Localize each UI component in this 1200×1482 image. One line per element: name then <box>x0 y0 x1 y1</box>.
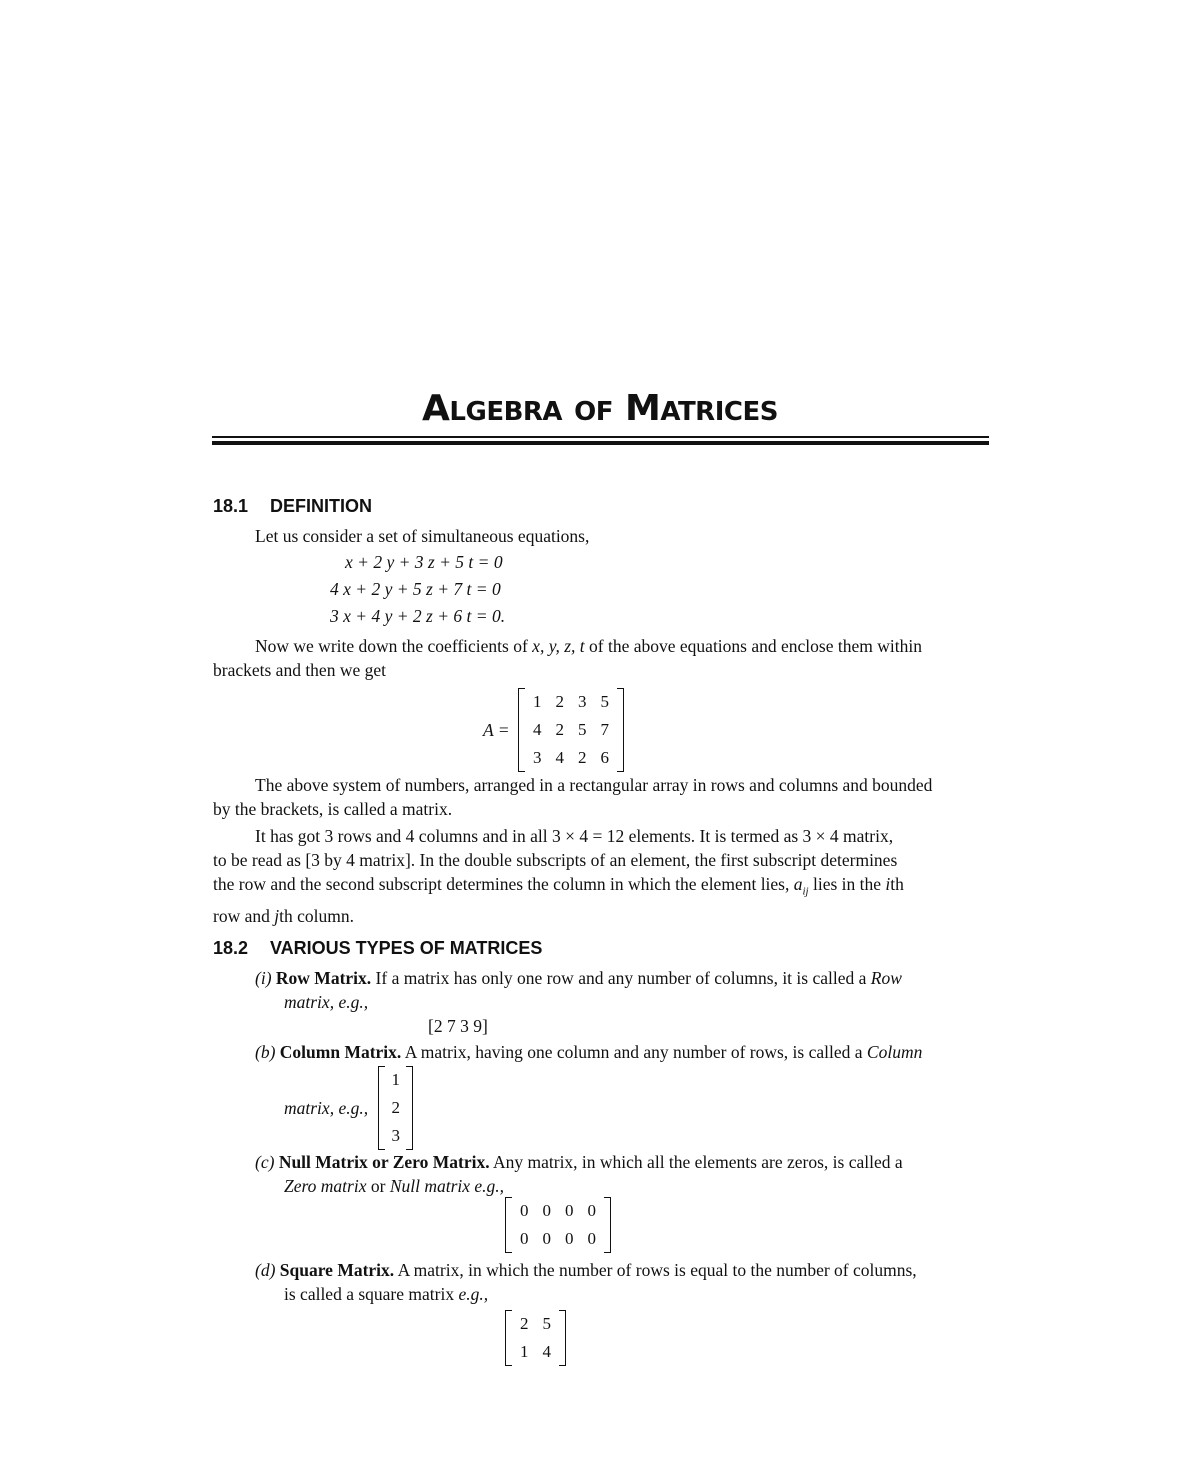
column-matrix-example <box>284 1066 413 1150</box>
equation-text: 3 x + 4 y + 2 z + 6 t = 0. <box>330 606 506 626</box>
matrix-row <box>513 1197 603 1225</box>
item-line <box>255 966 990 990</box>
row-matrix-example: [2 7 3 9] <box>428 1016 488 1036</box>
para-line: brackets and then we get <box>213 660 386 680</box>
matrix-cell: 2 <box>555 692 564 711</box>
item-line <box>255 1282 990 1306</box>
chapter-title <box>0 388 1200 429</box>
item-row-matrix <box>255 966 990 1014</box>
text: is called a square matrix <box>284 1284 459 1304</box>
matrix-brackets <box>518 688 624 772</box>
text: row and <box>213 905 275 926</box>
item-term: Square Matrix. <box>279 1260 395 1280</box>
equation-text: 4 x + 2 y + 5 z + 7 t = 0 <box>330 579 501 599</box>
matrix-definition-paragraph <box>213 773 990 821</box>
section-number: 18.1 <box>213 496 249 516</box>
para-line <box>213 904 990 928</box>
matrix-cell: 0 <box>565 1201 574 1220</box>
section-title: DEFINITION <box>270 496 372 516</box>
matrix-cell: 5 <box>600 692 609 711</box>
matrix-row <box>526 744 616 772</box>
item-null-matrix <box>255 1150 990 1198</box>
item-square-matrix <box>255 1258 990 1306</box>
text: Null matrix e.g., <box>389 1176 505 1196</box>
matrix-cell: 1 <box>391 1070 400 1089</box>
title-rule-thick <box>212 441 989 445</box>
text: of the above equations and enclose them within <box>584 636 922 656</box>
matrix-cell: 3 <box>532 748 542 767</box>
item-line: matrix, e.g., <box>284 1097 369 1118</box>
text: Row <box>870 968 902 988</box>
matrix-row <box>384 1066 407 1094</box>
text: th <box>890 874 904 894</box>
item-line <box>255 1258 990 1282</box>
elements-paragraph <box>213 824 990 928</box>
matrix-cell: 4 <box>542 1342 551 1361</box>
section-heading-18-2 <box>213 938 542 959</box>
matrix-cell: 5 <box>542 1314 551 1333</box>
coefficients-paragraph <box>213 634 990 682</box>
matrix-row <box>526 716 616 744</box>
matrix-row <box>513 1338 558 1366</box>
matrix-cell: 0 <box>587 1229 596 1248</box>
item-line <box>255 1040 990 1064</box>
matrix-table <box>513 1310 558 1366</box>
matrix-cell: 0 <box>520 1229 529 1248</box>
text: or <box>366 1176 390 1196</box>
equation-1 <box>345 550 503 574</box>
matrix-cell: 0 <box>565 1229 574 1248</box>
matrix-cell: 0 <box>520 1201 529 1220</box>
text: th column. <box>279 905 354 926</box>
matrix-table <box>526 688 616 772</box>
null-matrix-example <box>505 1197 611 1253</box>
text: A matrix, in which the number of rows is equal to the number of columns, <box>394 1260 917 1280</box>
element-subscript: ij <box>802 885 809 898</box>
matrix-cell: 2 <box>577 748 587 767</box>
para-line: It has got 3 rows and 4 columns and in all 3 × 4 = 12 elements. It is termed as 3 × 4 matrix, <box>255 826 894 846</box>
matrix-row <box>513 1225 603 1253</box>
item-term: Null Matrix or Zero Matrix. <box>278 1152 490 1172</box>
para-line <box>213 634 990 658</box>
matrix-table <box>513 1197 603 1253</box>
matrix-row <box>384 1122 407 1150</box>
text: Now we write down the coefficients of <box>255 636 533 656</box>
index-i: i <box>885 874 891 894</box>
vars: x, y, z, t <box>532 636 585 656</box>
matrix-row <box>384 1094 407 1122</box>
text: Any matrix, in which all the elements are zeros, is called a <box>489 1152 903 1172</box>
item-term: Row Matrix. <box>275 968 372 988</box>
matrix-cell: 3 <box>577 692 587 711</box>
title-of: OF <box>574 397 613 427</box>
matrix-table <box>384 1066 407 1150</box>
title-rest-1: LGEBRA <box>449 397 563 427</box>
matrix-cell: 2 <box>520 1314 529 1333</box>
square-matrix-example <box>505 1310 566 1366</box>
matrix-label: A = <box>483 719 510 740</box>
text: lies in the <box>808 874 886 894</box>
text: If a matrix has only one row and any number of columns, it is called a <box>371 968 871 988</box>
para-line: The above system of numbers, arranged in a rectangular array in rows and columns and bounded <box>255 775 933 795</box>
text: the row and the second subscript determines the column in which the element lies, <box>213 874 794 894</box>
equation-2 <box>330 577 501 601</box>
text: Column <box>866 1042 923 1062</box>
title-rest-2: ATRICES <box>660 397 778 427</box>
matrix-cell: 4 <box>555 748 564 767</box>
item-label: (i) <box>255 968 272 988</box>
matrix-cell: 1 <box>520 1342 529 1361</box>
item-label: (c) <box>255 1152 275 1172</box>
text: A matrix, having one column and any number of rows, is called a <box>401 1042 867 1062</box>
title-rule-thin <box>212 436 989 438</box>
equation-text: x + 2 y + 3 z + 5 t = 0 <box>345 552 503 572</box>
matrix-cell: 7 <box>600 720 609 739</box>
text: Zero matrix <box>284 1176 367 1196</box>
item-label: (b) <box>255 1042 276 1062</box>
item-term: Column Matrix. <box>279 1042 402 1062</box>
element-symbol: a <box>793 874 803 894</box>
item-column-matrix <box>255 1040 990 1064</box>
equation-3 <box>330 604 505 628</box>
index-j: j <box>274 905 280 926</box>
matrix-cell: 6 <box>600 748 609 767</box>
matrix-A <box>483 688 624 772</box>
matrix-brackets <box>505 1197 611 1253</box>
intro-text: Let us consider a set of simultaneous equations, <box>255 526 590 546</box>
title-cap-1: A <box>422 388 450 429</box>
para-line <box>213 872 990 904</box>
para-line: to be read as [3 by 4 matrix]. In the double subscripts of an element, the first subscript determines <box>213 850 898 870</box>
matrix-cell: 1 <box>532 692 542 711</box>
section-heading-18-1 <box>213 496 372 517</box>
matrix-cell: 0 <box>542 1201 551 1220</box>
section-number: 18.2 <box>213 938 249 958</box>
matrix-cell: 0 <box>542 1229 551 1248</box>
matrix-cell: 2 <box>555 720 564 739</box>
matrix-brackets <box>378 1066 413 1150</box>
intro-paragraph <box>213 524 990 548</box>
matrix-cell: 3 <box>391 1126 400 1145</box>
title-cap-2: M <box>625 388 661 429</box>
item-line <box>255 1150 990 1174</box>
section-title: VARIOUS TYPES OF MATRICES <box>270 938 543 958</box>
para-line: by the brackets, is called a matrix. <box>213 799 453 819</box>
text: e.g., <box>458 1284 489 1304</box>
matrix-row <box>513 1310 558 1338</box>
matrix-brackets <box>505 1310 566 1366</box>
matrix-cell: 2 <box>391 1098 400 1117</box>
matrix-row <box>526 688 616 716</box>
item-line <box>255 1174 990 1198</box>
item-label: (d) <box>255 1260 276 1280</box>
matrix-cell: 0 <box>587 1201 596 1220</box>
matrix-cell: 5 <box>577 720 587 739</box>
item-line: matrix, e.g., <box>284 992 369 1012</box>
matrix-cell: 4 <box>532 720 542 739</box>
